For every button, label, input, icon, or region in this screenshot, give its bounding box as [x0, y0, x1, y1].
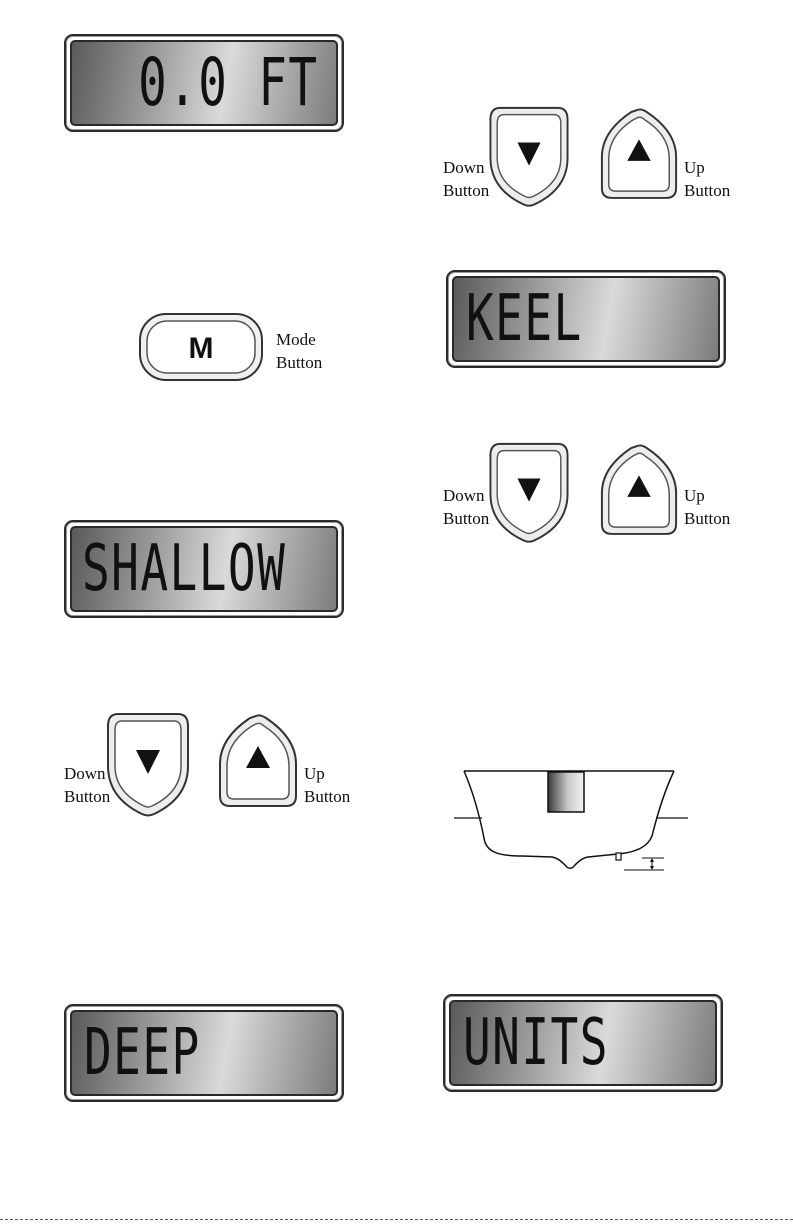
cabin-block [548, 772, 584, 812]
up-button-label: Up Button [684, 158, 731, 200]
up-button[interactable] [598, 106, 680, 202]
down-button[interactable] [486, 440, 572, 546]
lcd-depth-text: 0.0 FT [137, 44, 318, 121]
mode-button-symbol: M [188, 332, 214, 365]
up-button[interactable] [598, 442, 680, 538]
lcd-display-shallow [64, 520, 344, 618]
down-button-label: Down Button [64, 764, 111, 806]
page-cut-line [0, 1219, 793, 1220]
lcd-display-depth [64, 34, 344, 132]
transducer [616, 853, 621, 860]
down-button-label: Down Button [443, 486, 490, 528]
lcd-display-units [443, 994, 723, 1092]
boat-hull-diagram [452, 766, 692, 878]
down-button[interactable] [486, 104, 572, 210]
up-button-label: Up Button [304, 764, 351, 806]
down-button-label: Down Button [443, 158, 490, 200]
lcd-shallow-text: SHALLOW [82, 532, 287, 606]
down-button[interactable] [104, 710, 192, 820]
lcd-units-text: UNITS [463, 1006, 609, 1080]
lcd-display-keel [446, 270, 726, 368]
lcd-display-deep [64, 1004, 344, 1102]
mode-button-label: Mode Button [276, 330, 323, 372]
mode-button[interactable] [138, 312, 264, 382]
lcd-deep-text: DEEP [84, 1016, 201, 1090]
up-button[interactable] [216, 712, 300, 810]
up-button-label: Up Button [684, 486, 731, 528]
lcd-keel-text: KEEL [466, 282, 583, 356]
